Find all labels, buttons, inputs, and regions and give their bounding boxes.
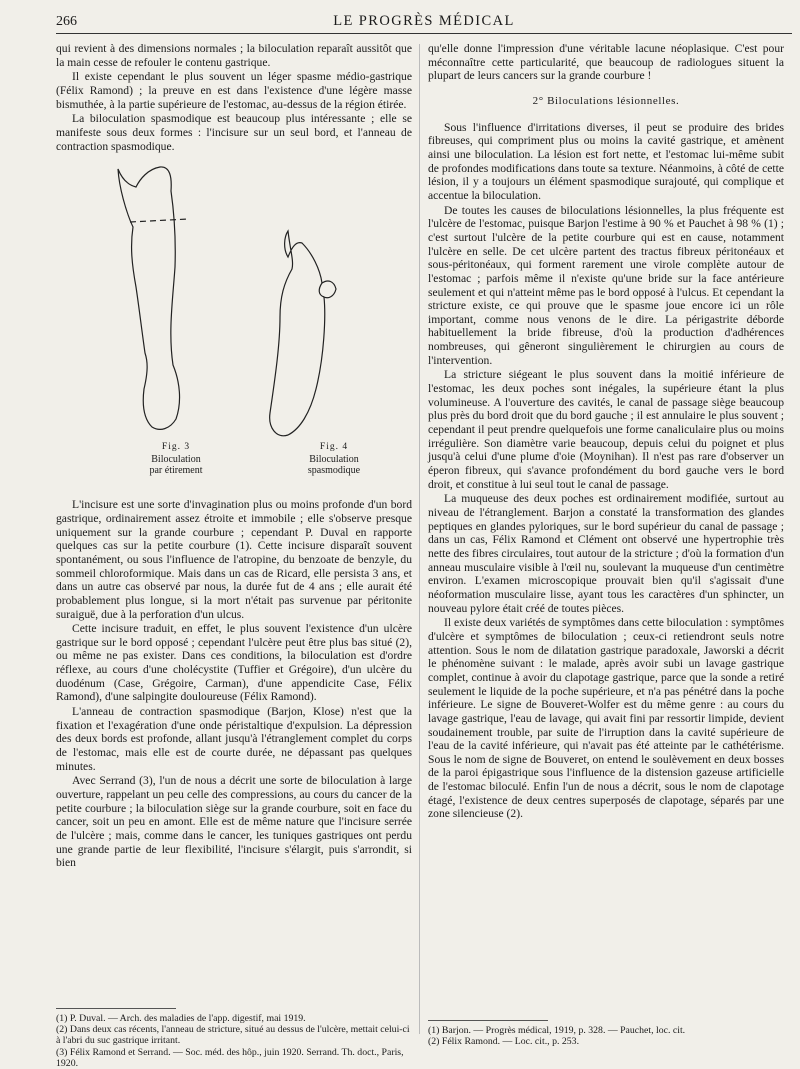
figure-4-caption-line: Biloculation	[309, 453, 359, 465]
footnote: (1) P. Duval. — Arch. des maladies de l'app. digestif, mai 1919.	[56, 1013, 306, 1024]
figure-3-caption	[116, 442, 236, 477]
paragraph: L'anneau de contraction spasmodique (Barjon, Klose) n'est que la fixation et l'exagération d'une onde péristaltique d'expulsion. La dépression des deux bords est profonde, allant jusqu'à l'étranglement complet du corps de l'estomac, mais elle est de courte durée, ne dépassant pas quelques minutes.	[56, 705, 412, 773]
right-footnotes	[428, 1020, 784, 1047]
paragraph: La muqueuse des deux poches est ordinairement modifiée, surtout au niveau de l'étranglement. Barjon a constaté la transformation des glandes peptiques en glandes pyloriques, sur le bord supérieur du canal de passage ; dans un cas, Félix Ramond et Clément ont observé une hypertrophie très nette des fibres circulaires, tout autour de la stricture ; d'où la formation d'un anneau musculaire visible à l'œil nu, soulevant la muqueuse d'un centimètre environ. L'examen microscopique prouvait bien qu'il s'agissait d'une néoformation musculaire lisse, ayant tous les caractères d'un sphincter, un nouveau pylore était créé de toutes pièces.	[428, 492, 784, 615]
paragraph: De toutes les causes de biloculations lésionnelles, la plus fréquente est l'ulcère de l'estomac, puisque Barjon l'estime à 90 % et Pauchet à 98 % (1) ; c'est surtout l'ulcère de la petite courbure qui est en cause, notamment l'ulcère en selle. De cet ulcère partent des tractus fibreux péritonéaux et sous-péritonéaux, qui forment rarement une virole complète autour de l'estomac ; parfois même il n'existe qu'une bride sur la face antérieure seulement et qui n'atteint même pas le bord opposé à l'ulcus. Et cependant la stricture existe, ce qui prouve que le spasme joue encore ici un rôle important, comme nous venons de le dire. La périgastrite déborde habituellement la bride fibreuse, d'où la production d'adhérences nombreuses, qui gêneront singulièrement le chirurgien au cours de l'intervention.	[428, 203, 784, 367]
running-title: LE PROGRÈS MÉDICAL	[333, 13, 515, 29]
page-header	[56, 12, 792, 32]
figure-3-drawing	[118, 167, 188, 429]
footnote: (3) Félix Ramond et Serrand. — Soc. méd. des hôp., juin 1920. Serrand. Th. doct., Paris, 1920.	[56, 1046, 404, 1069]
paragraph: La biloculation spasmodique est beaucoup plus intéressante ; elle se manifeste sous deux formes : l'incisure sur un seul bord, et l'anneau de contraction spasmodique.	[56, 112, 412, 153]
column-divider	[419, 44, 420, 1034]
paragraph: qui revient à des dimensions normales ; la biloculation reparaît aussitôt que la main cesse de refouler le contenu gastrique.	[56, 42, 412, 69]
right-column	[428, 42, 784, 821]
paragraph: Il existe deux variétés de symptômes dans cette biloculation : symptômes d'ulcère et symptômes de biloculation ; ceux-ci retiendront seuls notre attention. Sous le nom de dilatation gastrique paradoxale, Jaworski a décrit le phénomène suivant : le malade, après avoir subi un lavage gastrique complet, continue à avoir du clapotage gastrique, parce que la sonde a retiré seulement le liquide de la poche supérieure, et n'a pas pénétré dans la poche inférieure. Le signe de Bouveret-Wolfer est du même genre : au cours du lavage gastrique, l'eau de lavage, qui avait fini par ressortir limpide, devient soudainement trouble, par suite de l'irruption dans la cavité supérieure de l'eau de la cavité inférieure, qui n'avait pas été atteinte par le cathétérisme. Sous le nom de signe de Bouveret, on entend le soulèvement en deux bosses de la paroi épigastrique sous l'influence de la distension gazeuse artificielle de l'estomac biloculé. Enfin l'un de nous a décrit, sous le nom de clapotage étagé, l'existence de deux centres superposés de clapotage, séparés par une zone silencieuse (2).	[428, 616, 785, 821]
figure-4-caption	[274, 442, 394, 477]
left-column	[56, 42, 412, 870]
footnote: (1) Barjon. — Progrès médical, 1919, p. 328. — Pauchet, loc. cit.	[428, 1025, 686, 1036]
footnote: (2) Félix Ramond. — Loc. cit., p. 253.	[428, 1036, 580, 1048]
paragraph: Sous l'influence d'irritations diverses, il peut se produire des brides fibreuses, qui compriment plus ou moins la cavité gastrique, et amènent ainsi une biloculation. La lésion est fort nette, et l'estomac lui-même subit de profondes modifications dans toute sa texture. Néanmoins, à côté de cette lésion, il y a toujours un élément spasmodique surajouté, qui complique et accentue la biloculation.	[428, 120, 784, 202]
paragraph: Avec Serrand (3), l'un de nous a décrit une sorte de biloculation à large ouverture, rappelant un peu celle des compressions, au cours du cancer de la petite courbure ; la biloculation siège sur la grande courbure, soit en face du cancer, soit un peu en amont. Elle est de même nature que l'incisure serrée de l'ulcère ; mais, comme dans le cancer, les tuniques gastriques ont perdu une grande partie de leur flexibilité, l'incisure s'élargit, puis s'arrondit, si bien	[56, 774, 412, 870]
paragraph: La stricture siégeant le plus souvent dans la moitié inférieure de l'estomac, les deux poches sont inégales, la supérieure étant la plus volumineuse. A l'ouverture des cavités, le canal de passage siège beaucoup plus près du bord droit que du bord gauche ; il est annulaire le plus souvent ; cependant il peut prendre quelquefois une forme canaliculaire plus ou moins irrégulière. Son diamètre varie beaucoup, depuis celui du poignet et plus jusqu'à celui d'une plume d'oie (Moynihan). Il n'est pas rare d'observer un éperon fibreux, qui s'avance profondément du bord gauche vers le bord droit, et constitue à lui seul tout le canal de passage.	[428, 368, 784, 491]
figure-4-caption-line: spasmodique	[307, 465, 361, 477]
figure-3-number: Fig. 3	[161, 442, 191, 453]
footnote-rule	[56, 1008, 176, 1009]
page-number: 266	[56, 14, 77, 29]
footnote-rule	[428, 1020, 548, 1021]
left-footnotes	[56, 1008, 412, 1069]
figure-3-caption-line: par étirement	[149, 465, 203, 477]
figure-4-drawing	[270, 231, 336, 436]
figure-3-caption-line: Biloculation	[151, 453, 201, 465]
footnote: (2) Dans deux cas récents, l'anneau de stricture, situé au dessus de l'ulcère, mettait celui-ci à l'abri du suc gastrique irritant.	[56, 1024, 410, 1047]
paragraph: L'incisure est une sorte d'invagination plus ou moins profonde d'un bord gastrique, ordinairement assez étroite et immobile ; elle s'observe presque uniquement sur la grande courbure ; cependant P. Duval en rapporte quelques cas sur la petite courbure (1). Cette incisure disparaît souvent spontanément, ou sous l'influence de l'atropine, du benzoate de benzyle, du sommeil chloroformique. Mais dans un cas de Ricard, elle persista 3 ans, et dans un autre cas observé par nous, la durée fut de 4 ans ; elle aurait été probablement plus longue, si la mort n'était pas survenue par péritonite suraiguë, due à la perforation d'un ulcus.	[56, 498, 412, 621]
section-heading: 2° Biloculations lésionnelles.	[532, 94, 680, 107]
paragraph: qu'elle donne l'impression d'une véritable lacune néoplasique. C'est pour méconnaître cette particularité, que beaucoup de radiologues situent la plupart de leurs cancers sur la grande courbure !	[428, 42, 784, 83]
figure-4-number: Fig. 4	[319, 442, 349, 453]
paragraph: Cette incisure traduit, en effet, le plus souvent l'existence d'un ulcère gastrique sur le bord opposé ; cependant l'ulcère peut être plus bas situé (2), ou même ne pas exister. Dans ces conditions, la biloculation est d'ordre réflexe, au cours d'une cholécystite (Tuffier et Grégoire), d'un ulcère du duodénum (Case, Grégoire, Carman), d'une appendicite Case, Félix Ramond), d'une salpingite douloureuse (Félix Ramond).	[56, 622, 412, 704]
paragraph: Il existe cependant le plus souvent un léger spasme médio-gastrique (Félix Ramond) ; la preuve en est dans l'existence d'une légère masse bismuthée, à la partie supérieure de l'estomac, au-dessus de la région étirée.	[56, 70, 412, 111]
header-rule	[56, 33, 792, 34]
figures-block	[56, 157, 412, 492]
